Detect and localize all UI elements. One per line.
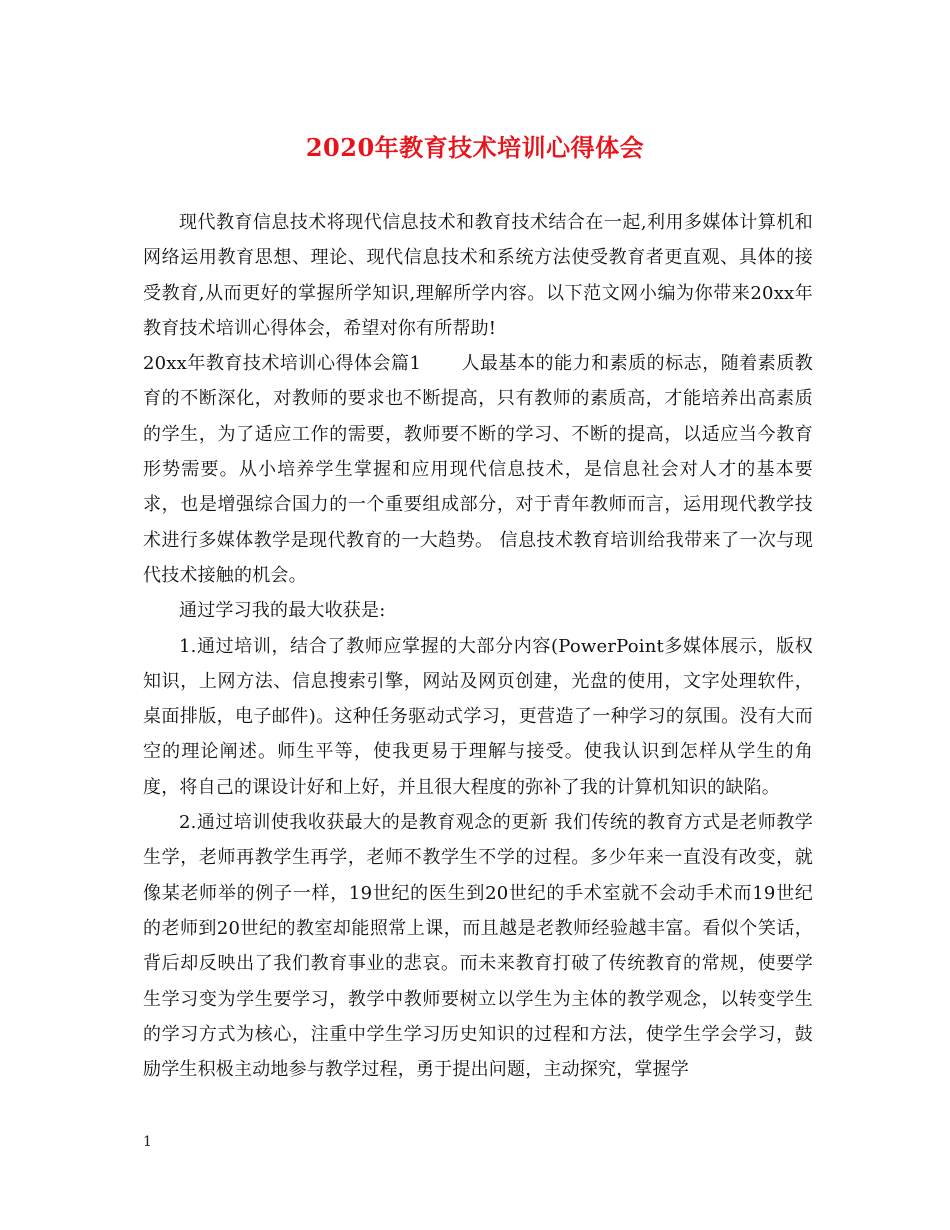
gain-intro-paragraph: 通过学习我的最大收获是: [179, 600, 386, 622]
intro-paragraph: 现代教育信息技术将现代信息技术和教育技术结合在一起,利用多媒体计算机和网络运用教育思想、理论、现代信息技术和系统方法使受教育者更直观、具体的接受教育,从而更好的掌握所学知识,理解所学内容。以下范文网小编为你带来20xx年教育技术培训心得体会，希望对你有所帮助! [143, 212, 813, 339]
section-heading: 20xx年教育技术培训心得体会篇1 [143, 353, 422, 375]
document-body [143, 205, 813, 1087]
section-paragraph [143, 346, 813, 593]
point-2-paragraph: 2.通过培训使我收获最大的是教育观念的更新 我们传统的教育方式是老师教学生学，老师再教学生再学，老师不教学生不学的过程。多少年来一直没有改变，就像某老师举的例子一样，19世纪的医生到20世纪的手术室就不会动手术而19世纪的老师到20世纪的教室却能照常上课，而且越是老教师经验越丰富。看似个笑话，背后却反映出了我们教育事业的悲哀。而未来教育打破了传统教育的常规，使要学生学习变为学生要学习，教学中教师要树立以学生为主体的教学观念，以转变学生的学习方式为核心，注重中学生学习历史知识的过程和方法，使学生学会学习，鼓励学生积极主动地参与教学过程，勇于提出问题，主动探究，掌握学 [143, 812, 813, 1081]
document-title: 2020年教育技术培训心得体会 [305, 133, 645, 162]
page-number: 1 [143, 1134, 152, 1150]
point-1-paragraph: 1.通过培训，结合了教师应掌握的大部分内容(PowerPoint多媒体展示，版权知识，上网方法、信息搜索引擎，网站及网页创建，光盘的使用，文字处理软件，桌面排版，电子邮件)。这种任务驱动式学习，更营造了一种学习的氛围。没有大而空的理论阐述。师生平等，使我更易于理解与接受。使我认识到怎样从学生的角度，将自己的课设计好和上好，并且很大程度的弥补了我的计算机知识的缺陷。 [143, 635, 813, 798]
section-text: 人最基本的能力和素质的标志，随着素质教育的不断深化，对教师的要求也不断提高，只有教师的素质高，才能培养出高素质的学生，为了适应工作的需要，教师要不断的学习、不断的提高，以适应当今教育形势需要。从小培养学生掌握和应用现代信息技术，是信息社会对人才的基本要求，也是增强综合国力的一个重要组成部分，对于青年教师而言，运用现代教学技术进行多媒体教学是现代教育的一大趋势。 信息技术教育培训给我带来了一次与现代技术接触的机会。 [143, 353, 813, 586]
